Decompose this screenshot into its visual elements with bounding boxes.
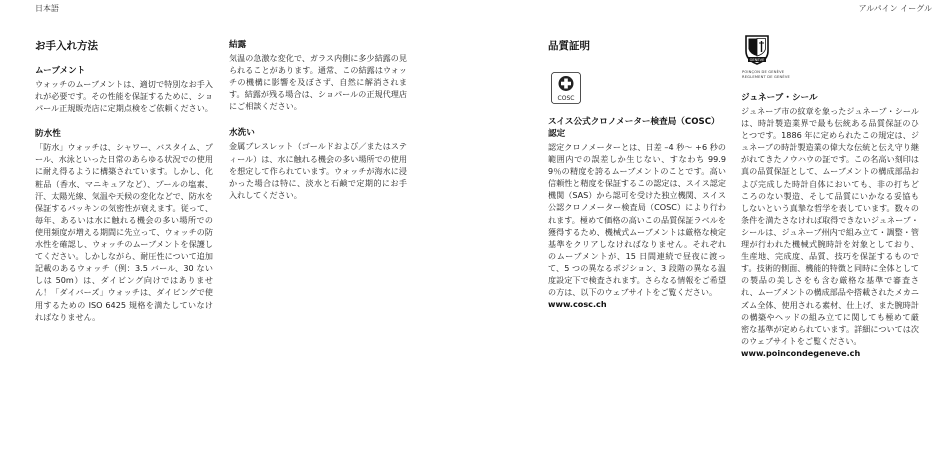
- care-section-title: お手入れ方法: [35, 40, 98, 52]
- movement-heading: ムーブメント: [35, 66, 86, 76]
- geneva-section: [741, 91, 919, 359]
- care-column-left: [35, 64, 213, 323]
- header-product-name: アルパイン イーグル: [858, 4, 932, 13]
- cosc-logo-icon: [551, 72, 581, 104]
- geneva-seal-logo: [742, 33, 792, 88]
- condensation-heading: 結露: [229, 40, 247, 50]
- geneva-logo-text: GENEVE: [749, 58, 765, 62]
- washing-text: 金属ブレスレット（ゴールドおよび／またはスティール）は、水に触れる機会の多い場所での使用を想定して作られています。ウォッチが海水に浸かった場合は特に、淡水と石鹸で定期的にお手入れしてください。: [229, 141, 407, 200]
- quality-section-title: 品質証明: [548, 40, 590, 52]
- cosc-url: www.cosc.ch: [548, 299, 607, 310]
- cosc-heading: スイス公式クロノメーター検査局（COSC）認定: [548, 117, 720, 139]
- water-resistance-text: 「防水」ウォッチは、シャワー、バスタイム、プール、水泳といった日常のあらゆる状況での使用に耐え得るように構築されています。しかし、化粧品（香水、マニキュアなど）、プールの塩素、汗、太陽光線、気温や天候の変化などで、防水を保証するパッキンの気密性が衰えます。従って、毎年、あるいは水に触れる機会の多い場所での使用頻度が増える期間に先立って、ウォッチの防水性を確認し、ウォッチのムーブメントを保護してください。しかしながら、耐圧性について追加記載のあるウォッチ（例：3.5 バール、30 ないしは 50m）は、ダイビング向けではありません！「ダイバーズ」ウォッチは、ダイビングで使用するための ISO 6425 規格を満たしていなければなりません。: [35, 142, 213, 322]
- geneva-logo-caption: POINÇON DE GENÈVE REGLEMENT DE GENÈVE: [742, 70, 790, 79]
- header-language: 日本語: [35, 4, 59, 13]
- cosc-text: 認定クロノメーターとは、日差 –4 秒～ +6 秒の範囲内での誤差しか生じない、すなわち 99.99％の精度を誇るムーブメントのことです。高い信頼性と精度を保証するこの認定は、スイス認定機関（SAS）から認可を受けた独立機関、スイス公認クロノメーター検査局（COSC）により行われます。極めて価格の高いこの品質保証ラベルを獲得するため、機械式ムーブメントは厳格な検定基準をクリアしなければなりません。それぞれのムーブメントが、15 日間連続で昼夜に渡って、5 つの異なるポジション、3 段階の異なる温度設定下で検査されます。さらなる情報をご希望の方は、以下のウェブサイトをご覧ください。: [548, 142, 726, 298]
- condensation-text: 気温の急激な変化で、ガラス内側に多少結露の見られることがあります。通常、この結露はウォッチの機構に影響を及ぼさず、自然に解消されます。結露が残る場合は、ショパールの正規代理店にご相談ください。: [229, 53, 407, 112]
- washing-heading: 水洗い: [229, 128, 255, 139]
- geneva-heading: ジュネーブ・シール: [741, 93, 818, 103]
- geneva-seal-icon: [742, 33, 772, 66]
- geneva-text: ジュネーブ市の紋章を象ったジュネーブ・シールは、時計製造業界で最も伝統ある品質保証のひとつです。1886 年に定められたこの規定は、ジュネーブの時計製造業の偉大な伝統と伝え守り継がれてきたノウハウの証です。この名高い刻印は真の品質保証として、ムーブメントの構成部品および完成した時計自体においても、非の打ちどころのない製造、そして品質にいかなる妥協もしないという真摯な哲学を表しています。数々の条件を満たさなければ取得できないジュネーブ・シールは、ジュネーブ州内で組み立て・調整・管理が行われた機械式腕時計を対象としており、生産地、完成度、品質、技巧を保証するものです。技術的側面、機能的特徴と同時に全体としての製品の美しさをも含む厳格な基準で審査され、ムーブメントの構成部品や搭載されたメカニズム全体、使用される素材、仕上げ、また腕時計の構築やヘッドの組み立てに関しても極めて厳密な基準が定められています。詳細については次のウェブサイトをご覧ください。: [741, 106, 919, 346]
- water-resistance-heading: 防水性: [35, 129, 61, 140]
- geneva-url: www.poincondegeneve.ch: [741, 347, 861, 358]
- cosc-section: [548, 115, 726, 310]
- care-column-right: [229, 38, 407, 201]
- movement-text: ウォッチのムーブメントは、適切で特別なお手入れが必要です。その性能を保証するために、ショパール正規販売店に定期点検をご依頼ください。: [35, 79, 213, 114]
- cosc-logo-text: COSC: [557, 95, 575, 102]
